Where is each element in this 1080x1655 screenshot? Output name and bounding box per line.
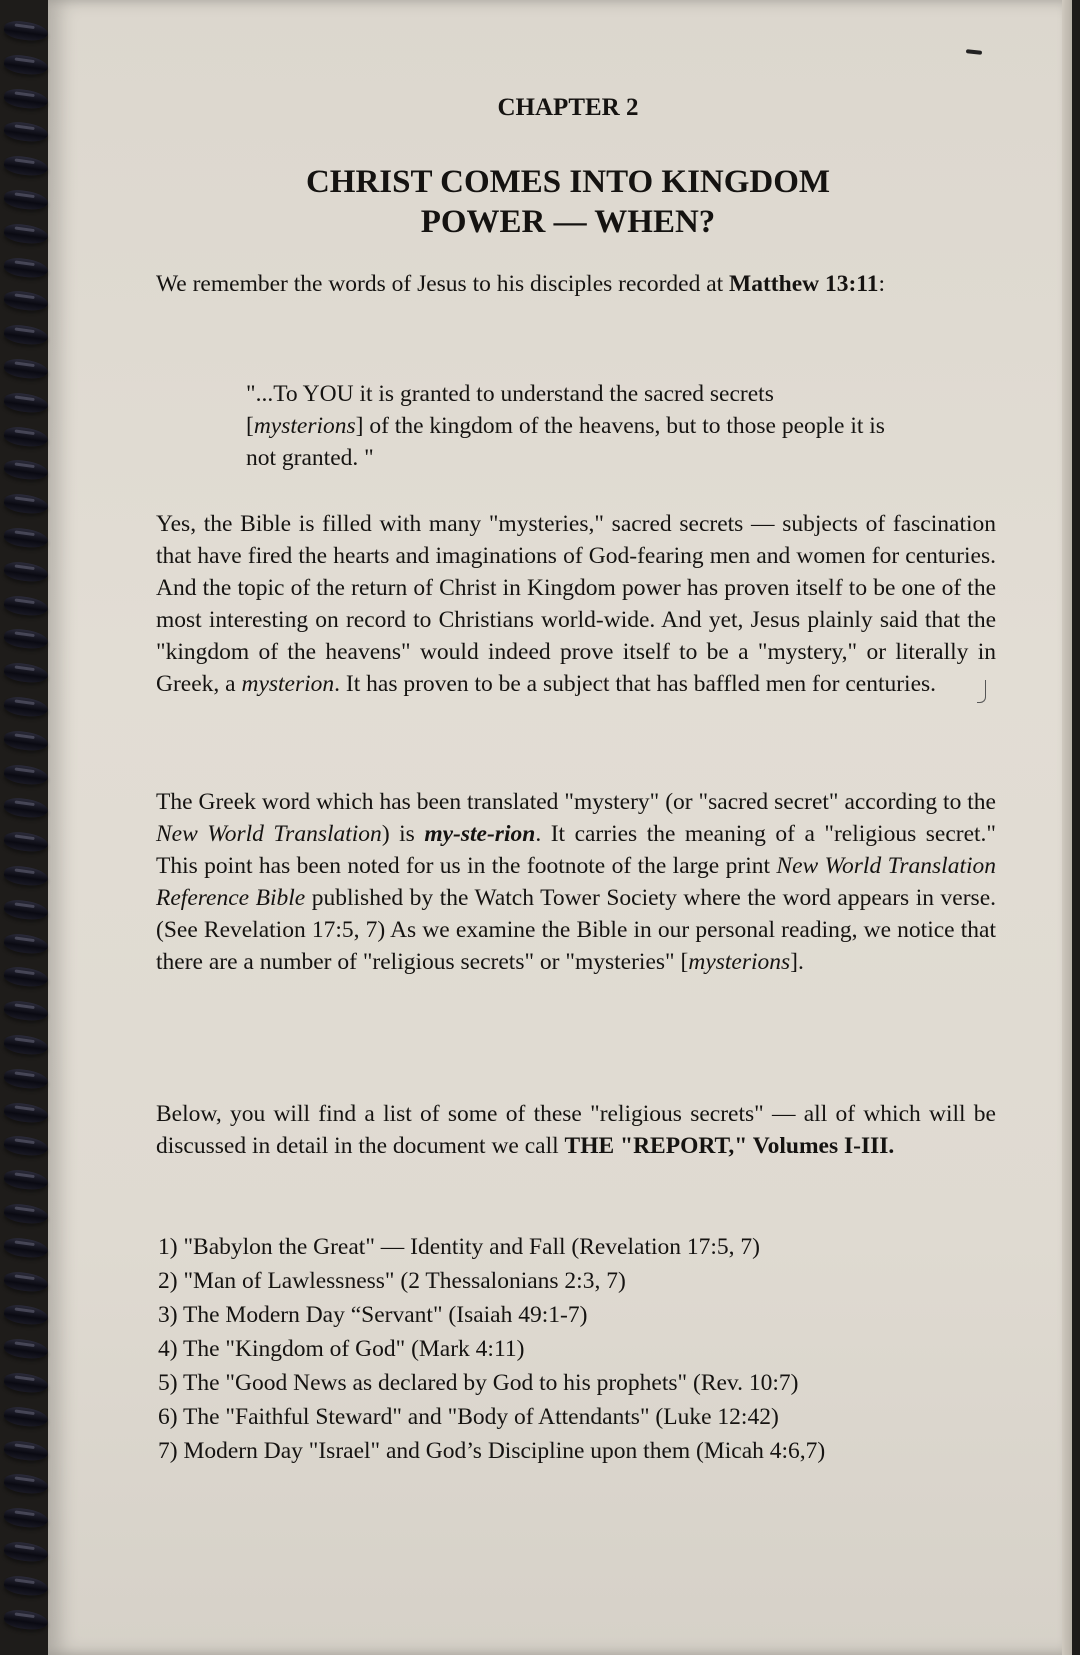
binding-ring <box>3 492 49 516</box>
binding-ring <box>3 1439 49 1463</box>
paragraph-3-text-2: ) is <box>381 821 425 847</box>
paragraph-3-text-5: ]. <box>790 949 804 975</box>
paragraph-3-text-3: . It carries the meaning of a "religious secret." This point has been noted for us in the footnote of the large print <box>156 821 996 879</box>
binding-ring <box>3 627 49 651</box>
paragraph-list-intro <box>156 1098 996 1162</box>
book-page <box>48 0 1072 1655</box>
binding-ring <box>3 999 49 1023</box>
intro-tail: : <box>878 271 886 297</box>
binding-ring <box>3 1067 49 1091</box>
binding-ring <box>3 1168 49 1192</box>
paragraph-3-italic-1: New World Translation <box>156 821 382 847</box>
page-edge <box>1062 0 1072 1655</box>
binding-ring <box>3 289 49 313</box>
report-title: THE "REPORT," Volumes I-III. <box>564 1133 895 1159</box>
binding-ring <box>3 458 49 482</box>
binding-ring <box>3 1134 49 1158</box>
binding-ring <box>3 1574 49 1598</box>
quote-text-1: "...To YOU it is granted to understand the sacred secrets [ <box>246 381 774 439</box>
binding-ring <box>3 1101 49 1125</box>
paragraph-3-text-4: published by the Watch Tower Society where the word appears in verse. (See Revelation 17:5, 7) As we examine the Bible in our personal reading, we notice that there are a number of "religious secrets" or "mysteries" [ <box>156 885 996 975</box>
chapter-title-line-1: CHRIST COMES INTO KINGDOM <box>305 164 831 200</box>
list-item: 7) Modern Day "Israel" and God’s Discipline upon them (Micah 4:6,7) <box>158 1438 826 1464</box>
chapter-label: CHAPTER 2 <box>497 94 639 121</box>
binding-ring <box>3 323 49 347</box>
binding-ring <box>3 830 49 854</box>
paragraph-greek-word <box>156 786 996 978</box>
binding-ring <box>3 898 49 922</box>
binding-ring <box>3 188 49 212</box>
paragraph-mysteries <box>156 508 996 700</box>
binding-ring <box>3 729 49 753</box>
binding-ring <box>3 594 49 618</box>
binding-ring <box>3 661 49 685</box>
binding-ring <box>3 763 49 787</box>
binding-ring <box>3 1472 49 1496</box>
binding-ring <box>3 391 49 415</box>
ink-mark <box>966 49 982 55</box>
paragraph-3-text-1: The Greek word which has been translated "mystery" (or "sacred secret" according to the <box>156 789 996 815</box>
scripture-reference: Matthew 13:11 <box>729 271 879 297</box>
binding-ring <box>3 1405 49 1429</box>
binding-ring <box>3 120 49 144</box>
binding-ring <box>3 1540 49 1564</box>
binding-ring <box>3 695 49 719</box>
chapter-title <box>108 162 1028 242</box>
paragraph-4-text: Below, you will find a list of some of these "religious secrets" — all of which will be discussed in detail in the document we call <box>156 1101 996 1159</box>
binding-ring <box>3 1270 49 1294</box>
binding-ring <box>3 1371 49 1395</box>
binding-ring <box>3 526 49 550</box>
binding-ring <box>3 864 49 888</box>
binding-ring <box>3 1337 49 1361</box>
paragraph-3-italic-2: New World Translation Reference Bible <box>156 853 996 911</box>
quote-italic-term: mysterions <box>253 413 356 439</box>
religious-secrets-list <box>158 1230 1038 1468</box>
binding-ring <box>3 1506 49 1530</box>
binding-ring <box>3 425 49 449</box>
intro-text: We remember the words of Jesus to his disciples recorded at <box>156 271 730 297</box>
list-item: 4) The "Kingdom of God" (Mark 4:11) <box>158 1336 525 1362</box>
binding-ring <box>3 560 49 584</box>
quote-text-2: ] of the kingdom of the heavens, but to those people it is not granted. " <box>246 413 885 471</box>
list-item: 2) "Man of Lawlessness" (2 Thessalonians 2:3, 7) <box>158 1268 626 1294</box>
binding-ring <box>3 19 49 43</box>
binding-ring <box>3 222 49 246</box>
binding-ring <box>3 1236 49 1260</box>
spiral-binding <box>0 22 56 1652</box>
binding-ring <box>3 1608 49 1632</box>
binding-ring <box>3 1202 49 1226</box>
paragraph-3-italic-3: mysterions <box>688 949 791 975</box>
binding-ring <box>3 256 49 280</box>
list-item: 1) "Babylon the Great" — Identity and Fall (Revelation 17:5, 7) <box>158 1234 760 1260</box>
binding-ring <box>3 1303 49 1327</box>
list-item: 5) The "Good News as declared by God to his prophets" (Rev. 10:7) <box>158 1370 799 1396</box>
intro-paragraph <box>156 268 996 300</box>
binding-ring <box>3 796 49 820</box>
list-item: 3) The Modern Day “Servant" (Isaiah 49:1-7) <box>158 1302 588 1328</box>
binding-ring <box>3 965 49 989</box>
binding-ring <box>3 154 49 178</box>
list-item: 6) The "Faithful Steward" and "Body of Attendants" (Luke 12:42) <box>158 1404 779 1430</box>
binding-ring <box>3 53 49 77</box>
binding-ring <box>3 932 49 956</box>
binding-ring <box>3 87 49 111</box>
paragraph-2-text-2: . It has proven to be a subject that has baffled men for centuries. <box>334 671 937 697</box>
paragraph-2-italic-term: mysterion <box>241 671 335 697</box>
binding-ring <box>3 1033 49 1057</box>
chapter-title-line-2: POWER — WHEN? <box>420 204 716 240</box>
paragraph-3-greek-term: my-ste-rion <box>424 821 536 847</box>
binding-ring <box>3 357 49 381</box>
scripture-quote <box>246 378 886 474</box>
paragraph-2-text-1: Yes, the Bible is filled with many "mysteries," sacred secrets — subjects of fascination that have fired the hearts and imaginations of God-fearing men and women for centuries. And the topic of the return of Christ in Kingdom power has proven itself to be one of the most interesting on record to Christians world-wide. And yet, Jesus plainly said that the "kingdom of the heavens" would indeed prove itself to be a "mystery," or literally in Greek, a <box>156 511 996 697</box>
